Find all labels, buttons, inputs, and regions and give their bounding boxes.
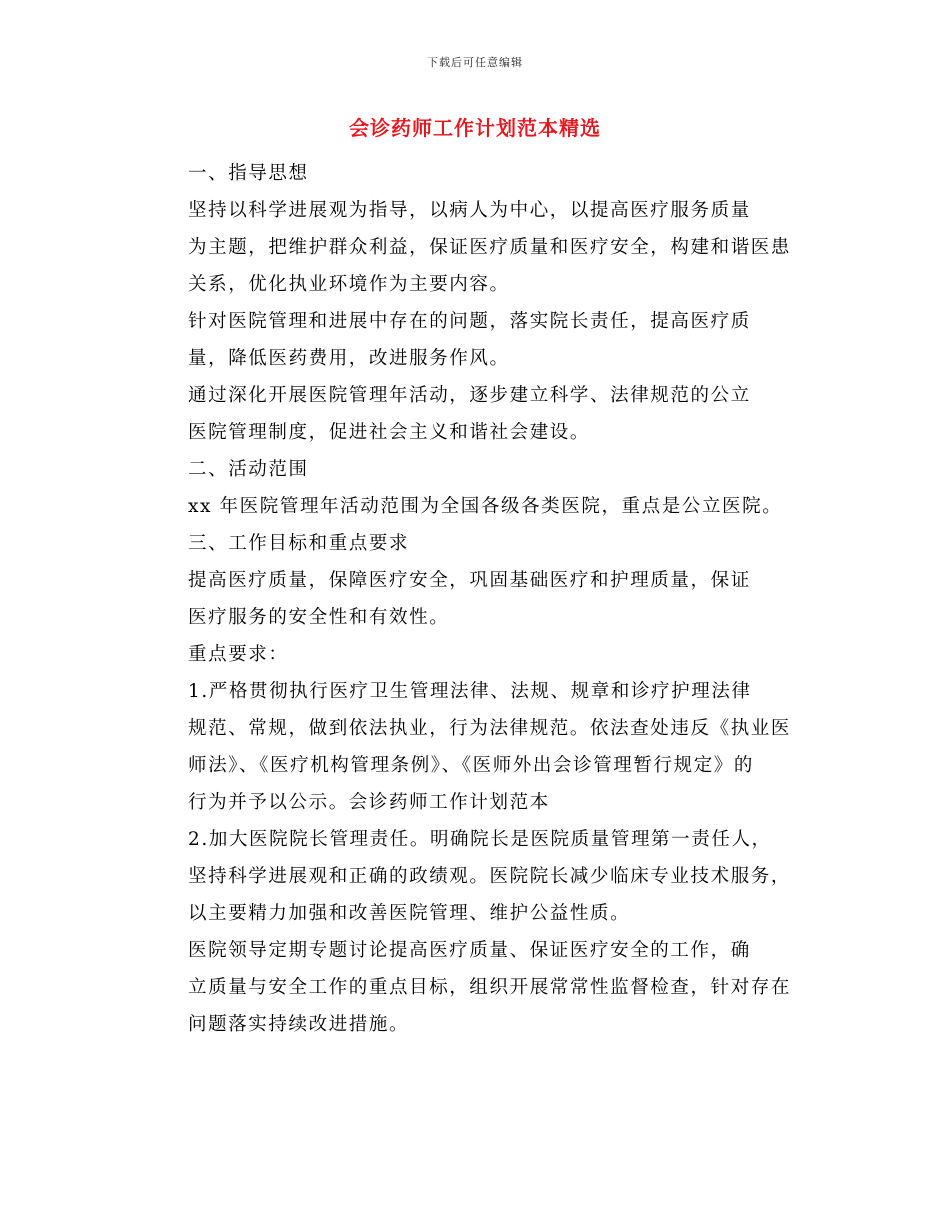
paragraph-line: 二、活动范围 xyxy=(188,459,309,480)
paragraph xyxy=(143,192,813,303)
paragraph-line: 针对医院管理和进展中存在的问题，落实院长责任，提高医疗质 xyxy=(188,311,751,332)
paragraph xyxy=(143,932,813,1043)
paragraph-line: 以主要精力加强和改善医院管理、维护公益性质。 xyxy=(188,903,631,924)
paragraph-line: 提高医疗质量，保障医疗安全，巩固基础医疗和护理质量，保证 xyxy=(188,570,751,591)
paragraph-line: 问题落实持续改进措施。 xyxy=(188,1014,410,1035)
paragraph-line: 1.严格贯彻执行医疗卫生管理法律、法规、规章和诊疗护理法律 xyxy=(188,681,752,702)
paragraph-line: 重点要求： xyxy=(188,644,289,665)
paragraph xyxy=(143,821,813,932)
paragraph xyxy=(143,562,813,636)
paragraph-line: 关系，优化执业环境作为主要内容。 xyxy=(188,274,510,295)
paragraph xyxy=(143,488,813,525)
paragraph xyxy=(143,673,813,821)
paragraph-line: 医疗服务的安全性和有效性。 xyxy=(188,607,450,628)
paragraph-line: 师法》、《医疗机构管理条例》、《医师外出会诊管理暂行规定》的 xyxy=(188,755,755,776)
paragraph xyxy=(143,451,813,488)
paragraph xyxy=(143,636,813,673)
paragraph-line: 坚持科学进展观和正确的政绩观。医院院长减少临床专业技术服务， xyxy=(188,866,792,887)
paragraph-line: 行为并予以公示。会诊药师工作计划范本 xyxy=(188,792,550,813)
header-note: 下载后可任意编辑 xyxy=(427,56,523,69)
paragraph-line: 坚持以科学进展观为指导，以病人为中心，以提高医疗服务质量 xyxy=(188,200,751,221)
paragraph-line: 通过深化开展医院管理年活动，逐步建立科学、法律规范的公立 xyxy=(188,385,751,406)
paragraph-line: xx 年医院管理年活动范围为全国各级各类医院，重点是公立医院。 xyxy=(188,496,783,517)
paragraph-line: 医院领导定期专题讨论提高医疗质量、保证医疗安全的工作，确 xyxy=(188,940,751,961)
paragraph xyxy=(143,155,813,192)
paragraph-line: 为主题，把维护群众利益，保证医疗质量和医疗安全，构建和谐医患 xyxy=(188,237,792,258)
paragraph-line: 2.加大医院院长管理责任。明确院长是医院质量管理第一责任人， xyxy=(188,829,772,850)
document-title: 会诊药师工作计划范本精选 xyxy=(349,116,601,140)
document-body xyxy=(143,155,813,1043)
paragraph xyxy=(143,377,813,451)
paragraph-line: 量，降低医药费用，改进服务作风。 xyxy=(188,348,510,369)
paragraph xyxy=(143,303,813,377)
paragraph-line: 立质量与安全工作的重点目标，组织开展常常性监督检查，针对存在 xyxy=(188,977,792,998)
paragraph-line: 规范、常规，做到依法执业，行为法律规范。依法查处违反《执业医 xyxy=(188,718,792,739)
paragraph-line: 三、工作目标和重点要求 xyxy=(188,533,410,554)
paragraph-line: 一、指导思想 xyxy=(188,163,309,184)
paragraph-line: 医院管理制度，促进社会主义和谐社会建设。 xyxy=(188,422,591,443)
paragraph xyxy=(143,525,813,562)
